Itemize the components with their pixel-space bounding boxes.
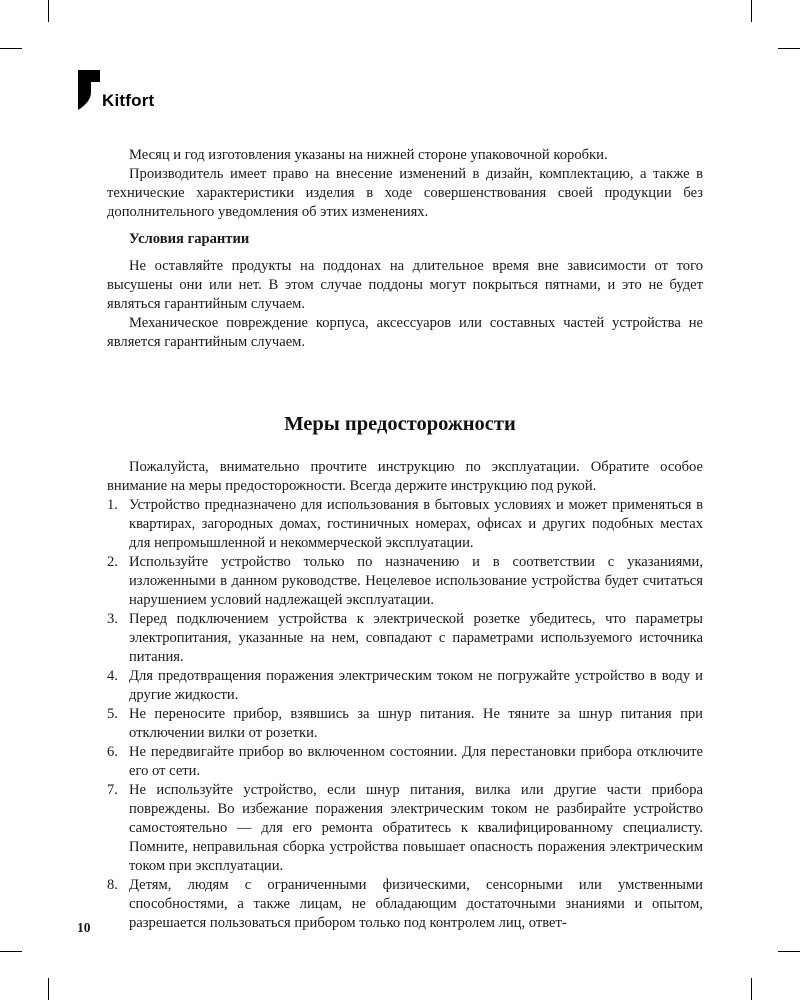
item-number: 6. — [107, 744, 118, 760]
brand-logo — [78, 70, 178, 114]
list-item — [107, 553, 703, 610]
item-text: Не передвигайте прибор во включенном состоянии. Для перестановки прибора отключите его от сети. — [129, 744, 703, 779]
item-text: Детям, людям с ограниченными физическими, сенсорными или умственными способностями, а также лицам, не обладающим достаточными знаниями и опытом, разрешается пользоваться прибором только под контролем лиц, ответ- — [129, 877, 703, 931]
list-item — [107, 743, 703, 781]
item-number: 5. — [107, 706, 118, 722]
item-number: 7. — [107, 782, 118, 798]
precautions-intro: Пожалуйста, внимательно прочтите инструкцию по эксплуатации. Обратите особое внимание на меры предосторожности. Всегда держите инструкцию под рукой. — [107, 459, 703, 494]
warranty-heading: Условия гарантии — [129, 231, 250, 247]
intro-paragraph: Месяц и год изготовления указаны на нижней стороне упаковочной коробки. — [129, 147, 608, 163]
list-item — [107, 496, 703, 553]
item-text: Используйте устройство только по назначению и в соответствии с указаниями, изложенными в данном руководстве. Нецелевое использование устройства будет считаться нарушением условий надлежащей эксплуатации. — [129, 554, 703, 608]
precautions-list — [107, 496, 703, 933]
crop-mark — [778, 951, 800, 952]
item-text: Для предотвращения поражения электрическим током не погружайте устройство в воду и другие жидкости. — [129, 668, 703, 703]
item-text: Перед подключением устройства к электрической розетке убедитесь, что параметры электропитания, указанные на нем, совпадают с параметрами используемого источника питания. — [129, 611, 703, 665]
page-number: 10 — [77, 920, 91, 935]
intro-section — [107, 146, 703, 352]
item-number: 4. — [107, 668, 118, 684]
item-number: 1. — [107, 497, 118, 513]
item-number: 3. — [107, 611, 118, 627]
item-number: 8. — [107, 877, 118, 893]
item-text: Устройство предназначено для использования в бытовых условиях и может применяться в квартирах, загородных домах, гостиничных номерах, офисах и других подобных местах для непромышленной и некоммерческой эксплуатации. — [129, 497, 703, 551]
list-item — [107, 667, 703, 705]
crop-mark — [0, 48, 22, 49]
crop-mark — [48, 978, 49, 1000]
crop-mark — [0, 951, 22, 952]
crop-mark — [48, 0, 49, 22]
precautions-section — [107, 458, 703, 933]
crop-mark — [751, 978, 752, 1000]
list-item — [107, 876, 703, 933]
kitfort-logo-icon — [78, 70, 102, 110]
list-item — [107, 610, 703, 667]
warranty-paragraph: Механическое повреждение корпуса, аксессуаров или составных частей устройства не является гарантийным случаем. — [107, 315, 703, 350]
item-text: Не используйте устройство, если шнур питания, вилка или другие части прибора повреждены. Во избежание поражения электрическим током не разбирайте устройство самостоятельно — для его ремонта обратитесь к квалифицированному специалисту. Помните, неправильная сборка устройства повышает опасность поражения электрическим током при эксплуатации. — [129, 782, 703, 874]
section-title: Меры предосторожности — [284, 413, 516, 435]
crop-mark — [751, 0, 752, 22]
item-number: 2. — [107, 554, 118, 570]
list-item — [107, 781, 703, 876]
intro-paragraph: Производитель имеет право на внесение изменений в дизайн, комплектацию, а также в технические характеристики изделия в ходе совершенствования своей продукции без дополнительного уведомления об этих изменениях. — [107, 166, 703, 220]
list-item — [107, 705, 703, 743]
warranty-paragraph: Не оставляйте продукты на поддонах на длительное время вне зависимости от того высушены они или нет. В этом случае поддоны могут покрыться пятнами, и это не будет являться гарантийным случаем. — [107, 258, 703, 312]
crop-mark — [778, 48, 800, 49]
brand-name: Kitfort — [102, 91, 155, 110]
item-text: Не переносите прибор, взявшись за шнур питания. Не тяните за шнур питания при отключении вилки от розетки. — [129, 706, 703, 741]
